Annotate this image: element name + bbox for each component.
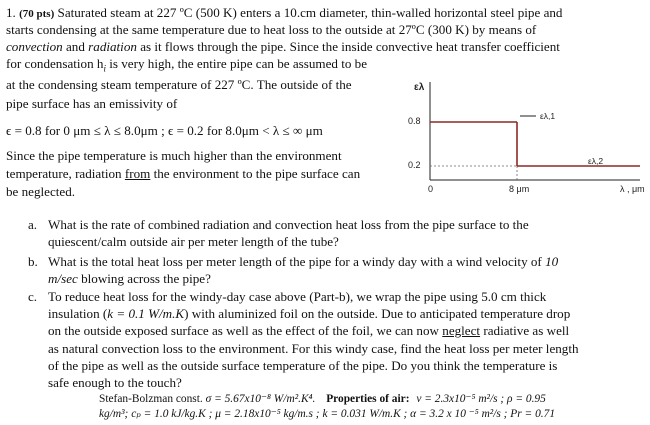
question-marker: b.: [28, 254, 38, 269]
intro-text-4: for condensation h: [6, 56, 104, 71]
since-line-2: [6, 165, 360, 182]
and-text: and: [62, 39, 89, 54]
intro-line-3: [6, 38, 560, 55]
wind-velocity-unit: m/sec: [48, 271, 78, 287]
question-text: as natural convection loss to the environment. For this windy case, find the heat loss per meter length: [48, 340, 579, 356]
y-tick-0-8: 0.8: [408, 116, 421, 126]
question-text: on the outside exposed surface as well as the effect of the foil, we can now: [48, 323, 443, 339]
wind-velocity-value: 10: [545, 254, 559, 269]
question-marker: c.: [28, 289, 38, 304]
intro-text-1: Saturated steam at 227 ºC (500 K) enters a 10.cm diameter, thin-walled horizontal steel pipe and: [57, 5, 563, 20]
stefan-boltzmann-label: Stefan-Bolzman const.: [99, 393, 206, 405]
insulation-k-value: k = 0.1 W/m.K: [107, 306, 185, 322]
question-marker: a.: [28, 217, 38, 232]
air-properties-label: Properties of air:: [326, 393, 410, 405]
emissivity-definition: ϵ = 0.8 for 0 μm ≤ λ ≤ 8.0μm ; ϵ = 0.2 for 8.0μm < λ ≤ ∞ μm: [6, 123, 323, 138]
intro-text-6: pipe surface has an emissivity of: [6, 96, 178, 111]
since-text-3: be neglected.: [6, 184, 76, 199]
neglect-underlined: neglect: [442, 323, 481, 339]
air-properties-nu-rho: ν = 2.3x10⁻⁵ m²/s ; ρ = 0.95: [416, 393, 546, 405]
since-text-2b: the environment to the pipe surface can: [150, 166, 361, 181]
emissivity-chart: [400, 72, 650, 202]
question-text: What is the rate of combined radiation and convection heat loss from the pipe surface to the: [48, 217, 529, 232]
since-text-1: Since the pipe temperature is much higher than the environment: [6, 148, 342, 163]
intro-text-4b: is very high, the entire pipe can be assumed to be: [105, 56, 368, 71]
series-label-eps2: ελ,2: [588, 156, 604, 166]
problem-number: 1.: [6, 5, 16, 20]
intro-text-3: as it flows through the pipe. Since the inside convective heat transfer coefficient: [136, 39, 560, 54]
y-tick-0-2: 0.2: [408, 160, 421, 170]
question-b-line-2: [48, 270, 648, 287]
x-axis-label: λ , μm: [620, 184, 645, 194]
question-text: insulation (: [48, 306, 108, 322]
question-c-line-2: [48, 305, 648, 322]
hi-subscript: i: [103, 63, 106, 74]
intro-text-5: at the condensing steam temperature of 227 ºC. The outside of the: [6, 77, 352, 92]
constants-line-1: [99, 391, 546, 407]
since-text-2: temperature, radiation: [6, 166, 125, 181]
radiation-term: radiation: [88, 39, 137, 54]
intro-text-2: starts condensing at the same temperature due to heat loss to the outside at 27ºC (300 K) by means of: [6, 22, 537, 37]
question-text: radiative as well: [480, 323, 570, 339]
question-text: safe enough to the touch?: [48, 375, 182, 391]
x-tick-8um: 8 μm: [509, 184, 530, 194]
series-label-eps1: ελ,1: [540, 111, 556, 121]
y-axis-label: ελ: [414, 82, 425, 93]
stefan-boltzmann-value: σ = 5.67x10⁻⁸ W/m².K⁴.: [205, 393, 316, 405]
question-text: blowing across the pipe?: [77, 271, 211, 287]
question-c-line-3: [48, 322, 648, 339]
question-text: What is the total heat loss per meter length of the pipe for a windy day with a wind velocity of: [48, 254, 546, 269]
question-text: To reduce heat loss for the windy-day case above (Part-b), we wrap the pipe using 5.0 cm thick: [48, 289, 547, 304]
question-text: of the pipe as well as the outside surface temperature of the pipe. Do you think the temperature is: [48, 357, 558, 373]
question-text: quiescent/calm outside air per meter length of the tube?: [48, 234, 339, 250]
constants-line-2: kg/m³; cₚ = 1.0 kJ/kg.K ; μ = 2.18x10⁻⁵ kg/m.s ; k = 0.031 W/m.K ; α = 3.2 x 10 ⁻⁵ m²/s ; Pr = 0.71: [99, 408, 556, 420]
intro-line-4: [6, 55, 367, 78]
from-underlined: from: [124, 166, 151, 181]
x-tick-0: 0: [428, 184, 434, 194]
question-b-line-1: [48, 253, 648, 270]
problem-points: (70 pts): [19, 8, 55, 20]
convection-term: convection: [6, 39, 63, 54]
question-text: ) with aluminized foil on the outside. Due to anticipated temperature drop: [184, 306, 571, 322]
